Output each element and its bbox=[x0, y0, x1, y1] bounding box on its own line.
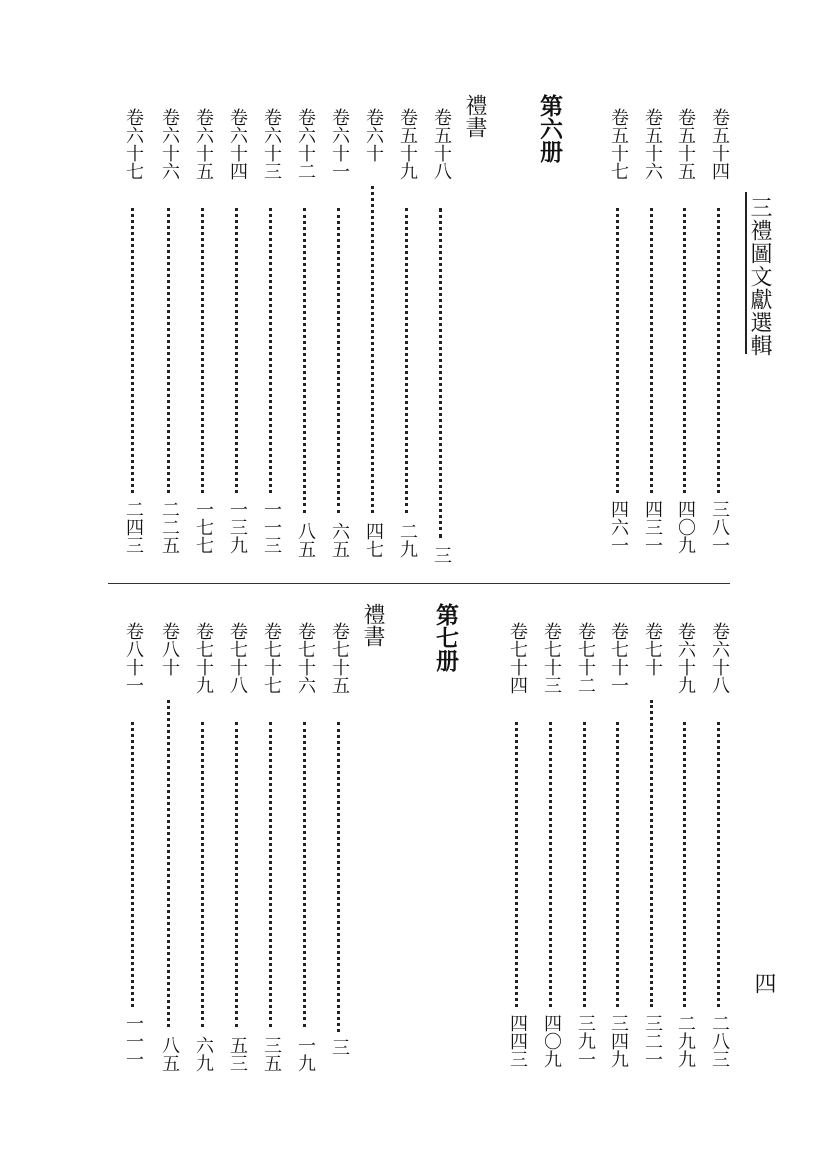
toc-entry bbox=[361, 108, 385, 570]
toc-entry-page: 三八一 bbox=[709, 500, 730, 554]
toc-entry-label: 卷五十五 bbox=[675, 108, 696, 180]
toc-entry bbox=[259, 622, 283, 1084]
toc-entry-page: 一九 bbox=[295, 1036, 316, 1072]
toc-entry-page: 一一一 bbox=[123, 1014, 144, 1068]
section-divider bbox=[108, 583, 730, 584]
toc-entry-label: 卷六十六 bbox=[159, 108, 180, 180]
toc-entry-label: 卷七十八 bbox=[227, 622, 248, 694]
toc-entry-page: 六九 bbox=[193, 1036, 214, 1072]
toc-entry-label: 卷六十九 bbox=[675, 622, 696, 694]
leader-dots bbox=[405, 208, 408, 513]
leader-dots bbox=[201, 208, 204, 493]
toc-entry bbox=[225, 108, 249, 570]
leader-dots bbox=[683, 722, 686, 1007]
leader-dots bbox=[303, 208, 306, 513]
toc-entry-page: 二九九 bbox=[675, 1014, 696, 1068]
leader-dots bbox=[683, 208, 686, 493]
toc-entry bbox=[606, 622, 630, 1084]
toc-entry-label: 卷五十七 bbox=[608, 108, 629, 180]
toc-entry bbox=[429, 108, 453, 570]
toc-entry-label: 卷八十 bbox=[159, 622, 180, 676]
toc-entry bbox=[673, 622, 697, 1084]
leader-dots bbox=[131, 722, 134, 1007]
leader-dots bbox=[717, 722, 720, 1007]
toc-entry-label: 卷六十二 bbox=[295, 108, 316, 180]
toc-entry bbox=[573, 622, 597, 1084]
toc-entry bbox=[259, 108, 283, 570]
toc-entry bbox=[157, 622, 181, 1084]
toc-entry-page: 二四三 bbox=[123, 500, 144, 554]
toc-entry-page: 二八三 bbox=[709, 1014, 730, 1068]
toc-entry-label: 卷七十七 bbox=[261, 622, 282, 694]
toc-entry-label: 卷七十二 bbox=[575, 622, 596, 694]
leader-dots bbox=[303, 722, 306, 1027]
toc-entry bbox=[327, 108, 351, 570]
toc-entry-label: 卷七十六 bbox=[295, 622, 316, 694]
toc-entry-page: 四四三 bbox=[507, 1014, 528, 1068]
toc-entry-label: 卷五十九 bbox=[397, 108, 418, 180]
toc-entry bbox=[707, 108, 731, 570]
leader-dots bbox=[235, 722, 238, 1027]
toc-entry-label: 卷五十六 bbox=[642, 108, 663, 180]
toc-entry bbox=[121, 108, 145, 570]
leader-dots bbox=[583, 722, 586, 1007]
leader-dots bbox=[167, 208, 170, 493]
toc-entry bbox=[121, 622, 145, 1084]
toc-entry-page: 三二一 bbox=[642, 1014, 663, 1068]
toc-entry-label: 卷六十一 bbox=[329, 108, 350, 180]
toc-entry-label: 卷六十八 bbox=[709, 622, 730, 694]
toc-entry-label: 卷六十七 bbox=[123, 108, 144, 180]
toc-entry-page: 四〇九 bbox=[675, 500, 696, 554]
toc-entry-page: 三 bbox=[329, 1038, 350, 1056]
toc-entry-page: 二九 bbox=[397, 522, 418, 558]
leader-dots bbox=[371, 186, 374, 513]
toc-entry-label: 卷六十五 bbox=[193, 108, 214, 180]
toc-entry bbox=[157, 108, 181, 570]
toc-entry-label: 卷八十一 bbox=[123, 622, 144, 694]
toc-entry-page: 四七 bbox=[363, 522, 384, 558]
toc-entry bbox=[293, 108, 317, 570]
page-number: 四 bbox=[751, 972, 776, 994]
toc-entry bbox=[539, 622, 563, 1084]
toc-entry-label: 卷七十一 bbox=[608, 622, 629, 694]
toc-entry-label: 卷七十 bbox=[642, 622, 663, 676]
toc-entry bbox=[293, 622, 317, 1084]
toc-entry bbox=[707, 622, 731, 1084]
toc-entry bbox=[225, 622, 249, 1084]
leader-dots bbox=[650, 700, 653, 1007]
toc-entry-page: 四六一 bbox=[608, 500, 629, 554]
leader-dots bbox=[616, 208, 619, 493]
leader-dots bbox=[337, 722, 340, 1032]
toc-entry-label: 卷五十八 bbox=[431, 108, 452, 180]
toc-entry-label: 卷六十 bbox=[363, 108, 384, 162]
toc-entry bbox=[191, 108, 215, 570]
volume-heading-6: 第六册 bbox=[536, 94, 562, 163]
toc-entry-page: 八五 bbox=[295, 522, 316, 558]
toc-entry-label: 卷七十三 bbox=[541, 622, 562, 694]
leader-dots bbox=[167, 700, 170, 1027]
leader-dots bbox=[650, 208, 653, 493]
toc-entry-label: 卷七十四 bbox=[507, 622, 528, 694]
toc-entry bbox=[327, 622, 351, 1084]
book-title: 禮書 bbox=[360, 603, 385, 647]
toc-entry-page: 三九一 bbox=[575, 1014, 596, 1068]
toc-entry-page: 四〇九 bbox=[541, 1014, 562, 1068]
toc-entry-label: 卷六十四 bbox=[227, 108, 248, 180]
toc-entry bbox=[606, 108, 630, 570]
book-title: 禮書 bbox=[462, 94, 487, 138]
running-title: 三禮圖文獻選輯 bbox=[747, 196, 772, 357]
toc-entry bbox=[191, 622, 215, 1084]
toc-entry bbox=[640, 622, 664, 1084]
toc-entry-page: 八五 bbox=[159, 1036, 180, 1072]
toc-entry-page: 三 bbox=[431, 546, 452, 564]
toc-entry-page: 三五 bbox=[261, 1036, 282, 1072]
toc-entry-label: 卷七十五 bbox=[329, 622, 350, 694]
toc-entry-page: 二二五 bbox=[159, 500, 180, 554]
toc-entry-page: 一一三 bbox=[261, 500, 282, 554]
toc-entry bbox=[505, 622, 529, 1084]
volume-heading-7: 第七册 bbox=[432, 603, 458, 672]
leader-dots bbox=[549, 722, 552, 1007]
leader-dots bbox=[616, 722, 619, 1007]
toc-entry-label: 卷七十九 bbox=[193, 622, 214, 694]
leader-dots bbox=[337, 208, 340, 513]
leader-dots bbox=[515, 722, 518, 1007]
toc-entry-page: 五三 bbox=[227, 1036, 248, 1072]
toc-entry bbox=[395, 108, 419, 570]
running-title-rule bbox=[745, 192, 747, 354]
toc-entry-label: 卷五十四 bbox=[709, 108, 730, 180]
toc-entry-label: 卷六十三 bbox=[261, 108, 282, 180]
toc-entry-page: 六五 bbox=[329, 522, 350, 558]
toc-entry bbox=[673, 108, 697, 570]
leader-dots bbox=[717, 208, 720, 493]
leader-dots bbox=[439, 208, 442, 538]
toc-entry-page: 一三九 bbox=[227, 500, 248, 554]
toc-entry-page: 四三一 bbox=[642, 500, 663, 554]
leader-dots bbox=[269, 722, 272, 1027]
toc-entry-page: 一七七 bbox=[193, 500, 214, 554]
toc-entry bbox=[640, 108, 664, 570]
leader-dots bbox=[269, 208, 272, 493]
leader-dots bbox=[235, 208, 238, 493]
leader-dots bbox=[201, 722, 204, 1027]
toc-entry-page: 三四九 bbox=[608, 1014, 629, 1068]
leader-dots bbox=[131, 208, 134, 493]
